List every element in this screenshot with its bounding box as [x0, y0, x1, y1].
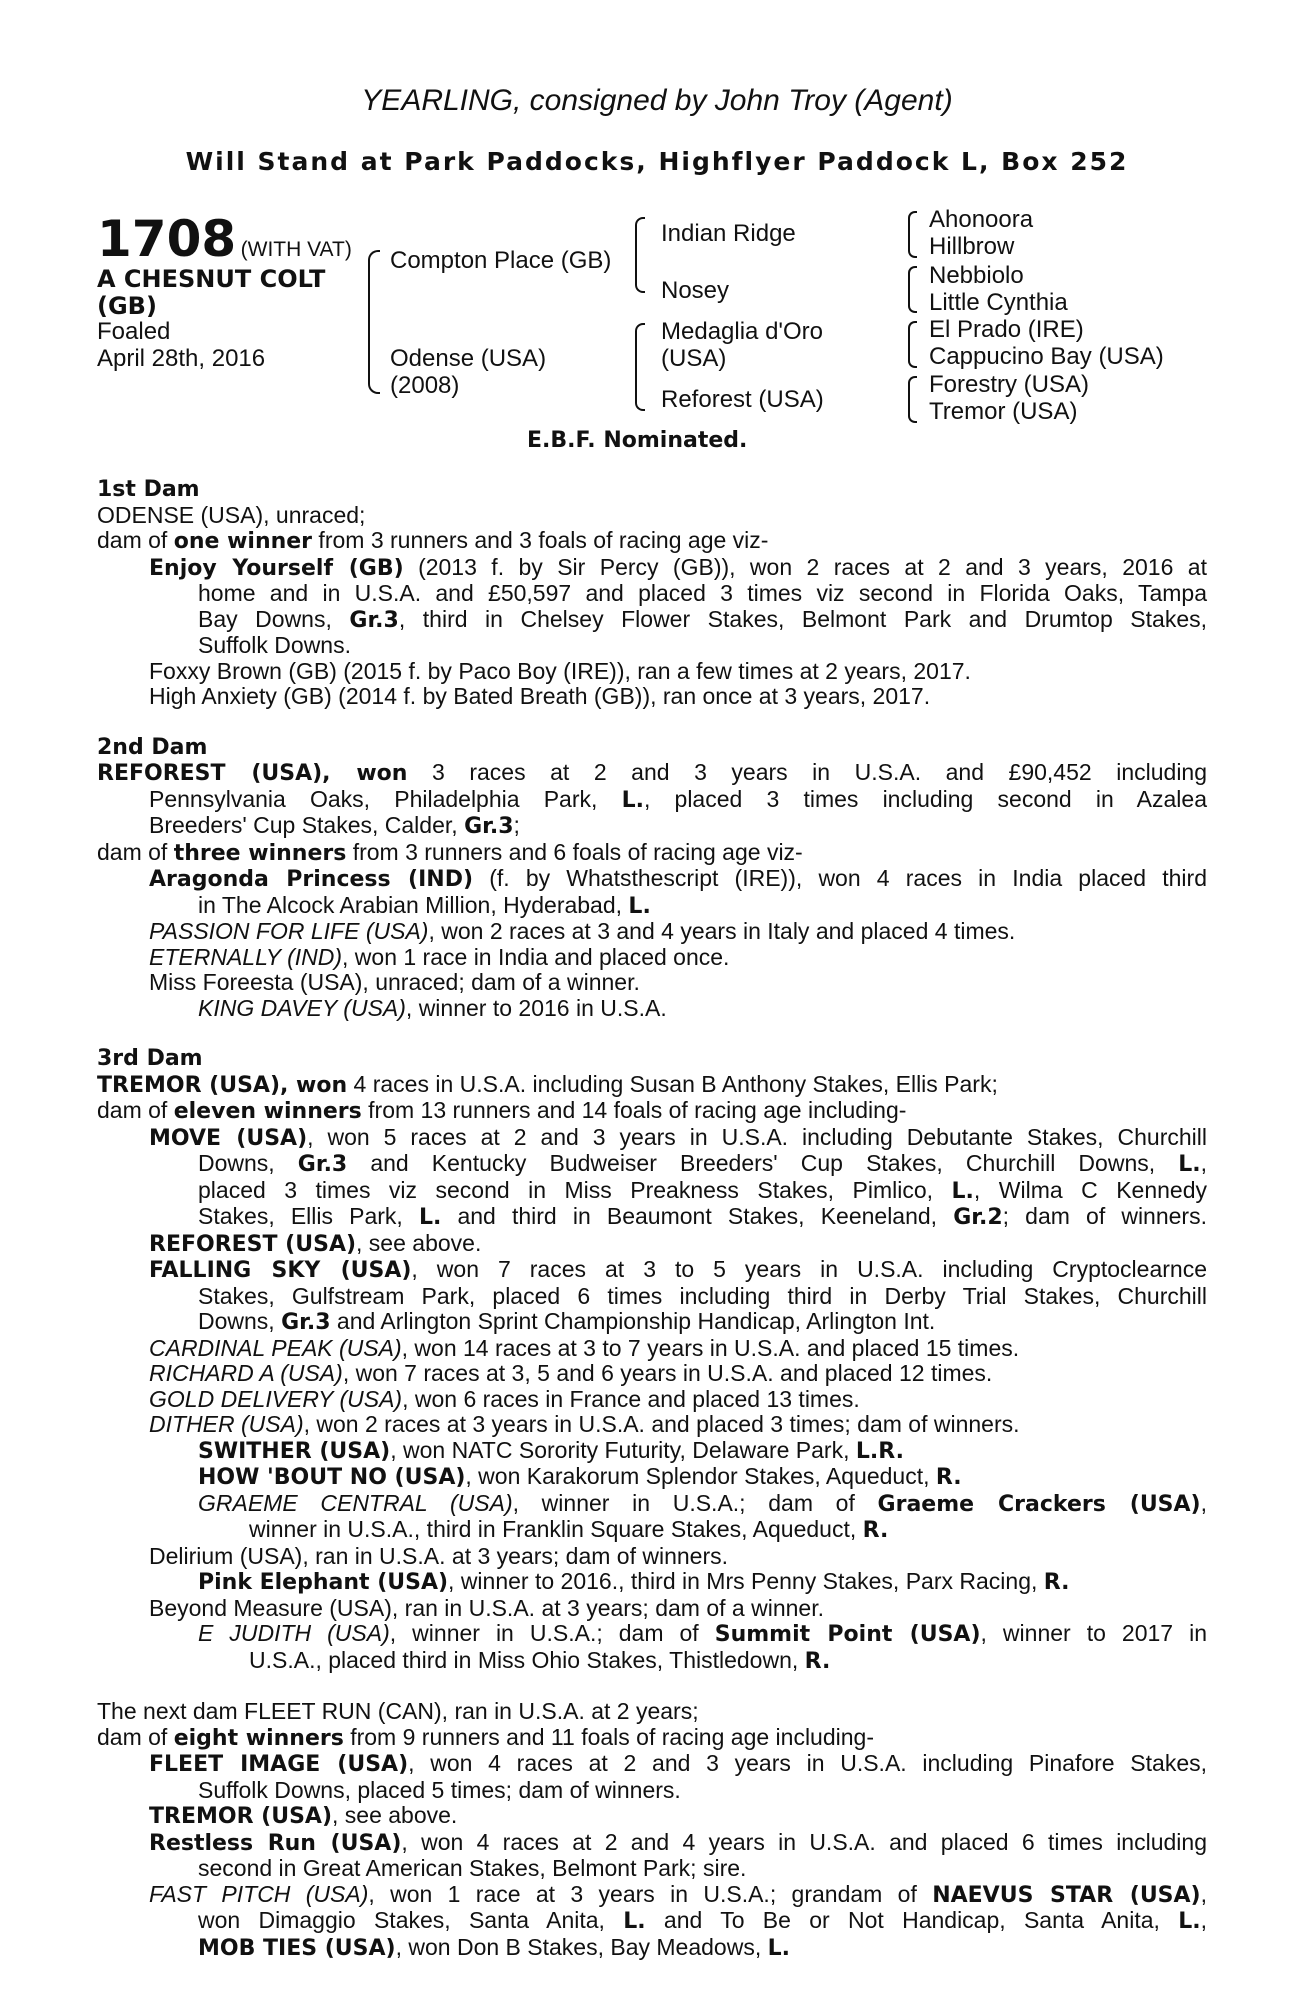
second-dam-produce-summary: dam of three winners from 3 runners and 6 foals of racing age viz-: [97, 838, 803, 866]
next-dam-entry-cont: MOB TIES (USA), won Don B Stakes, Bay Meadows, L.: [198, 1933, 790, 1961]
pedigree-g3-8: Tremor (USA): [929, 398, 1078, 425]
second-dam-entry: Miss Foreesta (USA), unraced; dam of a winner.: [149, 969, 640, 995]
first-dam-produce-summary: dam of one winner from 3 runners and 3 foals of racing age viz-: [97, 527, 769, 554]
third-dam-entry: GOLD DELIVERY (USA), won 6 races in France and placed 13 times.: [149, 1385, 860, 1412]
third-dam-entry: Delirium (USA), ran in U.S.A. at 3 years; dam of winners.: [149, 1542, 729, 1569]
next-dam-entry: TREMOR (USA), see above.: [149, 1802, 458, 1829]
third-dam-entry-cont: Stakes, Gulfstream Park, placed 6 times including third in Derby Trial Stakes, Churchill: [198, 1282, 1207, 1309]
pedigree-sire: Compton Place (GB): [390, 247, 612, 274]
third-dam-heading: 3rd Dam: [97, 1046, 203, 1071]
first-dam-entry-cont: home and in U.S.A. and £50,597 and placed 3 times viz second in Florida Oaks, Tampa: [198, 580, 1207, 606]
first-dam-line: ODENSE (USA), unraced;: [97, 501, 366, 528]
third-dam-entry: RICHARD A (USA), won 7 races at 3, 5 and 6 years in U.S.A. and placed 12 times.: [149, 1360, 993, 1386]
third-dam-entry-cont: Downs, Gr.3 and Arlington Sprint Championship Handicap, Arlington Int.: [198, 1308, 936, 1335]
second-dam-line: REFOREST (USA), won 3 races at 2 and 3 years in U.S.A. and £90,452 including: [97, 759, 1208, 786]
next-dam-line: The next dam FLEET RUN (CAN), ran in U.S.A. at 2 years;: [97, 1698, 699, 1724]
next-dam-produce-summary: dam of eight winners from 9 runners and 11 foals of racing age including-: [97, 1723, 874, 1751]
pedigree-g3-6: Cappucino Bay (USA): [929, 343, 1164, 370]
consignment-heading: YEARLING, consigned by John Troy (Agent): [361, 84, 953, 117]
second-dam-heading: 2nd Dam: [97, 734, 208, 760]
stand-location: Will Stand at Park Paddocks, Highflyer Paddock L, Box 252: [185, 147, 1129, 176]
pedigree-g3-3: Nebbiolo: [929, 262, 1024, 289]
third-dam-produce-summary: dam of eleven winners from 13 runners and 14 foals of racing age including-: [97, 1097, 907, 1124]
pedigree-dam: Odense (USA): [390, 345, 547, 372]
catalogue-body: [97, 477, 1207, 1961]
third-dam-grandchild-cont: U.S.A., placed third in Miss Ohio Stakes, Thistledown, R.: [249, 1646, 831, 1674]
pedigree-brace-3d: [908, 376, 917, 423]
first-dam-entry: Enjoy Yourself (GB) (2013 f. by Sir Percy (GB)), won 2 races at 2 and 3 years, 2016 at: [149, 553, 1207, 581]
pedigree-dam-sire: Medaglia d'Oro: [661, 318, 823, 345]
third-dam-grandchild: HOW 'BOUT NO (USA), won Karakorum Splendor Stakes, Aqueduct, R.: [198, 1463, 962, 1490]
third-dam-grandchild: SWITHER (USA), won NATC Sorority Futurity, Delaware Park, L.R.: [198, 1436, 904, 1464]
third-dam-entry: FALLING SKY (USA), won 7 races at 3 to 5 years in U.S.A. including Cryptoclearnce: [149, 1256, 1207, 1283]
second-dam-entry: KING DAVEY (USA), winner to 2016 in U.S.A.: [198, 994, 667, 1021]
third-dam-entry-cont: Downs, Gr.3 and Kentucky Budweiser Breeders' Cup Stakes, Churchill Downs, L.,: [198, 1150, 1207, 1177]
third-dam-entry-cont: Stakes, Ellis Park, L. and third in Beaumont Stakes, Keeneland, Gr.2; dam of winners.: [198, 1203, 1207, 1230]
first-dam-entry: High Anxiety (GB) (2014 f. by Bated Breath (GB)), ran once at 3 years, 2017.: [149, 683, 931, 709]
third-dam-entry: REFOREST (USA), see above.: [149, 1229, 482, 1257]
second-dam-line-cont: Pennsylvania Oaks, Philadelphia Park, L., placed 3 times including second in Azalea: [149, 785, 1207, 813]
second-dam-entry: ETERNALLY (IND), won 1 race in India and placed once.: [149, 943, 730, 970]
next-dam-entry: FLEET IMAGE (USA), won 4 races at 2 and 3 years in U.S.A. including Pinafore Stakes,: [149, 1750, 1207, 1777]
first-dam-entry: Foxxy Brown (GB) (2015 f. by Paco Boy (IRE)), ran a few times at 2 years, 2017.: [149, 657, 971, 684]
foaled-date: April 28th, 2016: [97, 345, 266, 372]
pedigree-g3-1: Ahonoora: [929, 206, 1034, 233]
lot-number-row: [97, 210, 352, 268]
third-dam-grandchild-cont: winner in U.S.A., third in Franklin Square Stakes, Aqueduct, R.: [249, 1516, 889, 1543]
second-dam-entry-cont: in The Alcock Arabian Million, Hyderabad, L.: [198, 891, 651, 919]
pedigree-brace-3a: [908, 211, 917, 258]
pedigree-brace-2b: [635, 323, 645, 411]
pedigree-sire-sire: Indian Ridge: [661, 220, 796, 247]
lot-description: A CHESNUT COLT: [97, 265, 326, 293]
pedigree-sire-dam: Nosey: [661, 277, 730, 304]
lot-description-country: (GB): [97, 292, 157, 320]
pedigree-brace-3b: [908, 266, 917, 313]
third-dam-grandchild: GRAEME CENTRAL (USA), winner in U.S.A.; dam of Graeme Crackers (USA),: [198, 1489, 1207, 1517]
pedigree-brace-2a: [635, 217, 645, 293]
third-dam-entry: Beyond Measure (USA), ran in U.S.A. at 3 years; dam of a winner.: [149, 1594, 824, 1621]
ebf-nominated: E.B.F. Nominated.: [527, 428, 748, 453]
next-dam-entry-cont: won Dimaggio Stakes, Santa Anita, L. and To Be or Not Handicap, Santa Anita, L.,: [198, 1907, 1207, 1934]
pedigree-brace-1: [368, 250, 380, 394]
pedigree-g3-2: Hillbrow: [929, 233, 1015, 260]
first-dam-entry-cont: Suffolk Downs.: [198, 632, 351, 658]
second-dam-entry: Aragonda Princess (IND) (f. by Whatsthescript (IRE)), won 4 races in India placed third: [149, 865, 1207, 892]
next-dam-entry: FAST PITCH (USA), won 1 race at 3 years in U.S.A.; grandam of NAEVUS STAR (USA),: [149, 1880, 1207, 1908]
next-dam-entry-cont: Suffolk Downs, placed 5 times; dam of winners.: [198, 1776, 681, 1803]
pedigree-dam-dam: Reforest (USA): [661, 386, 824, 413]
lot-number: 1708: [97, 210, 237, 268]
third-dam-grandchild: E JUDITH (USA), winner in U.S.A.; dam of Summit Point (USA), winner to 2017 in: [198, 1620, 1207, 1647]
foaled-label: Foaled: [97, 318, 171, 345]
pedigree-g3-7: Forestry (USA): [929, 371, 1090, 398]
pedigree-dam-sire-country: (USA): [661, 345, 727, 372]
pedigree-brace-3c: [908, 321, 917, 368]
second-dam-entry: PASSION FOR LIFE (USA), won 2 races at 3 and 4 years in Italy and placed 4 times.: [149, 918, 1016, 944]
third-dam-entry: MOVE (USA), won 5 races at 2 and 3 years in U.S.A. including Debutante Stakes, Churchill: [149, 1123, 1208, 1151]
second-dam-line-cont: Breeders' Cup Stakes, Calder, Gr.3;: [149, 812, 520, 839]
third-dam-entry-cont: placed 3 times viz second in Miss Preakness Stakes, Pimlico, L., Wilma C Kennedy: [198, 1176, 1208, 1204]
pedigree-g3-5: El Prado (IRE): [929, 316, 1084, 343]
third-dam-entry: CARDINAL PEAK (USA), won 14 races at 3 to 7 years in U.S.A. and placed 15 times.: [149, 1334, 1020, 1361]
vat-note: (WITH VAT): [240, 238, 352, 261]
third-dam-line: TREMOR (USA), won 4 races in U.S.A. including Susan B Anthony Stakes, Ellis Park;: [97, 1070, 998, 1098]
next-dam-entry: Restless Run (USA), won 4 races at 2 and 4 years in U.S.A. and placed 6 times including: [149, 1828, 1207, 1856]
pedigree-g3-4: Little Cynthia: [929, 289, 1068, 316]
third-dam-grandchild: Pink Elephant (USA), winner to 2016., third in Mrs Penny Stakes, Parx Racing, R.: [198, 1568, 1070, 1595]
first-dam-entry-cont: Bay Downs, Gr.3, third in Chelsey Flower Stakes, Belmont Park and Drumtop Stakes,: [198, 605, 1207, 633]
pedigree-dam-year: (2008): [390, 372, 460, 399]
first-dam-heading: 1st Dam: [97, 477, 200, 502]
next-dam-entry-cont: second in Great American Stakes, Belmont Park; sire.: [198, 1855, 747, 1881]
third-dam-entry: DITHER (USA), won 2 races at 3 years in U.S.A. and placed 3 times; dam of winners.: [149, 1411, 1020, 1437]
